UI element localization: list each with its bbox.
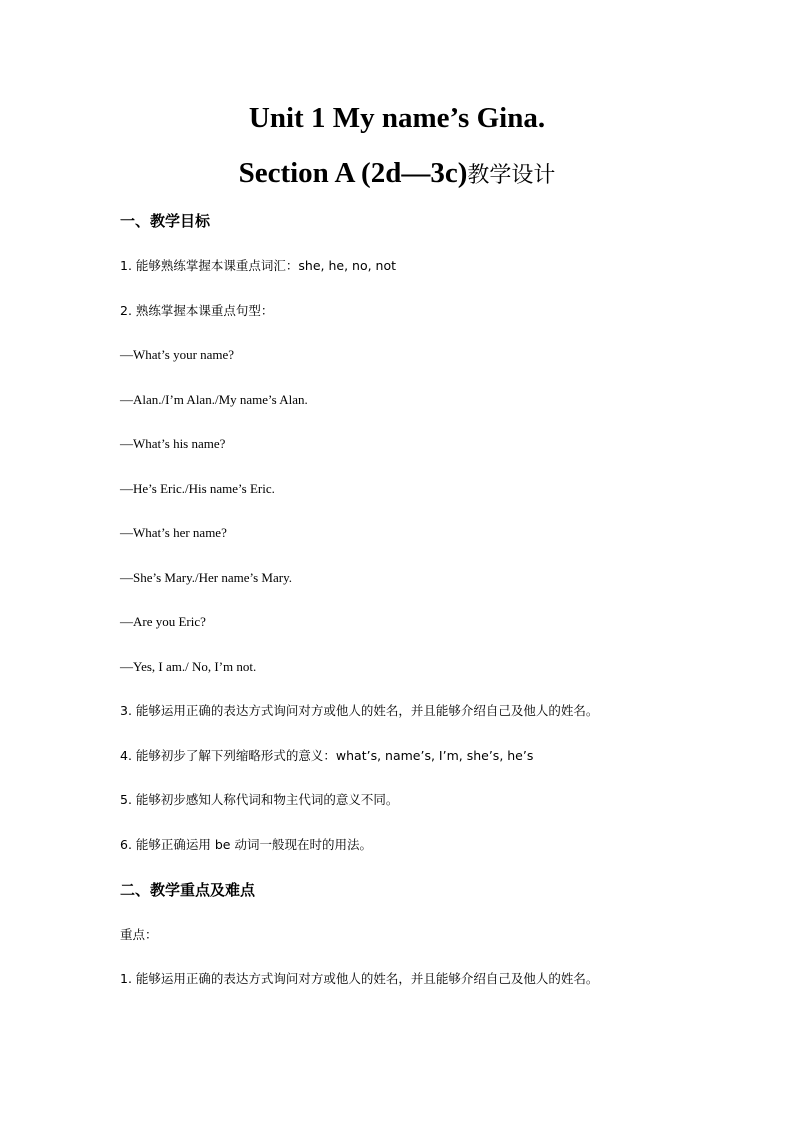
objective-item: 3. 能够运用正确的表达方式询问对方或他人的姓名，并且能够介绍自己及他人的姓名。 (120, 703, 599, 718)
objective-item: 4. 能够初步了解下列缩略形式的意义：what’s, name’s, I’m, she’s, he’s (120, 748, 534, 763)
document-subtitle (0, 156, 794, 193)
dialogue-line: —Are you Eric? (120, 614, 206, 629)
dialogue-line: —What’s his name? (120, 436, 226, 451)
section-heading-key-and-difficult-points: 二、教学重点及难点 (120, 881, 256, 899)
dialogue-line: —What’s her name? (120, 525, 227, 540)
objective-item: 5. 能够初步感知人称代词和物主代词的意义不同。 (120, 792, 399, 807)
dialogue-line: —She’s Mary./Her name’s Mary. (120, 570, 292, 585)
dialogue-line: —Yes, I am./ No, I’m not. (120, 659, 257, 674)
objective-item: 2. 熟练掌握本课重点句型： (120, 303, 274, 318)
dialogue-line: —What’s your name? (120, 347, 235, 362)
document-title: Unit 1 My name’s Gina. (248, 102, 546, 134)
dialogue-line: —He’s Eric./His name’s Eric. (120, 481, 275, 496)
dialogue-line: —Alan./I’m Alan./My name’s Alan. (120, 392, 308, 407)
subtitle-english: Section A (2d—3c) (238, 157, 468, 189)
key-points-label: 重点： (120, 927, 158, 942)
objective-item: 1. 能够熟练掌握本课重点词汇：she, he, no, not (120, 258, 397, 273)
subtitle-chinese: 教学设计 (467, 163, 556, 188)
section-heading-teaching-objectives: 一、教学目标 (120, 212, 211, 230)
objective-item: 6. 能够正确运用 be 动词一般现在时的用法。 (120, 837, 372, 852)
key-point-item: 1. 能够运用正确的表达方式询问对方或他人的姓名，并且能够介绍自己及他人的姓名。 (120, 971, 599, 986)
